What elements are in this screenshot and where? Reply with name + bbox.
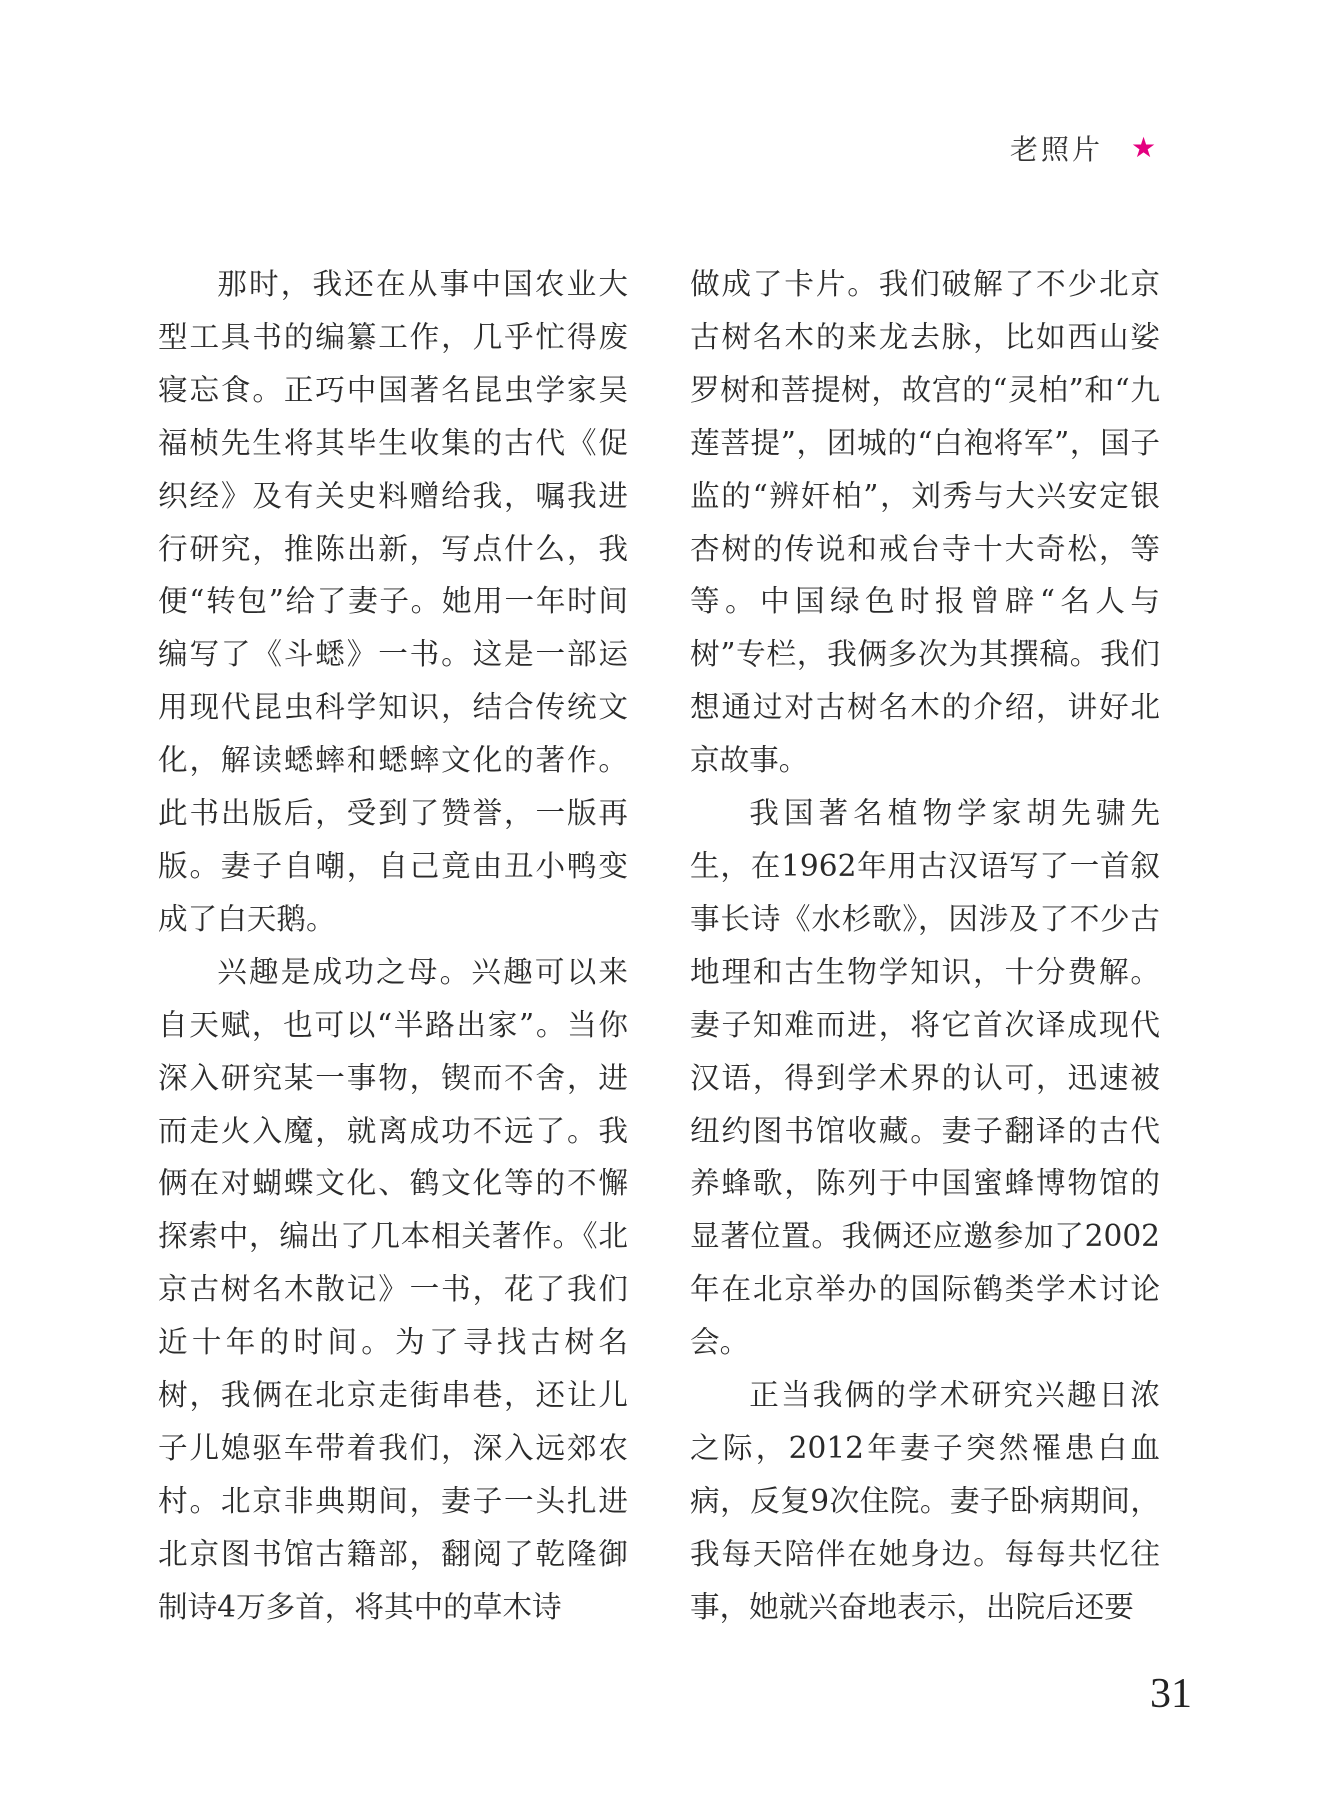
star-icon: ★: [1131, 131, 1160, 164]
text-column-right: [690, 258, 1160, 1634]
paragraph: 那时，我还在从事中国农业大型工具书的编纂工作，几乎忙得废寝忘食。正巧中国著名昆虫学家吴福桢先生将其毕生收集的古代《促织经》及有关史料赠给我，嘱我进行研究，推陈出新，写点什么，我便“转包”给了妻子。她用一年时间编写了《斗蟋》一书。这是一部运用现代昆虫科学知识，结合传统文化，解读蟋蟀和蟋蟀文化的著作。此书出版后，受到了赞誉，一版再版。妻子自嘲，自己竟由丑小鸭变成了白天鹅。: [158, 267, 628, 936]
page-number: 31: [1150, 1671, 1192, 1717]
paragraph: 兴趣是成功之母。兴趣可以来自天赋，也可以“半路出家”。当你深入研究某一事物，锲而不舍，进而走火入魔，就离成功不远了。我俩在对蝴蝶文化、鹤文化等的不懈探索中，编出了几本相关著作。《北京古树名木散记》一书，花了我们近十年的时间。为了寻找古树名树，我俩在北京走街串巷，还让儿子儿媳驱车带着我们，深入远郊农村。北京非典期间，妻子一头扎进北京图书馆古籍部，翻阅了乾隆御制诗4万多首，将其中的草木诗: [158, 954, 628, 1624]
text-column-left: [158, 258, 628, 1634]
paragraph-continued: 做成了卡片。我们破解了不少北京古树名木的来龙去脉，比如西山娑罗树和菩提树，故宫的“灵柏”和“九莲菩提”，团城的“白袍将军”，国子监的“辨奸柏”，刘秀与大兴安定银杏树的传说和戒台寺十大奇松，等等。中国绿色时报曾辟“名人与树”专栏，我俩多次为其撰稿。我们想通过对古树名木的介绍，讲好北京故事。: [690, 267, 1160, 778]
section-header: [1010, 128, 1159, 168]
section-title: 老照片: [1010, 133, 1104, 166]
paragraph: 我国著名植物学家胡先骕先生，在1962年用古汉语写了一首叙事长诗《水杉歌》，因涉及了不少古地理和古生物学知识，十分费解。妻子知难而进，将它首次译成现代汉语，得到学术界的认可，迅速被纽约图书馆收藏。妻子翻译的古代养蜂歌，陈列于中国蜜蜂博物馆的显著位置。我俩还应邀参加了2002年在北京举办的国际鹤类学术讨论会。: [690, 796, 1160, 1360]
paragraph: 正当我俩的学术研究兴趣日浓之际，2012年妻子突然罹患白血病，反复9次住院。妻子卧病期间，我每天陪伴在她身边。每每共忆往事，她就兴奋地表示，出院后还要: [690, 1378, 1160, 1624]
